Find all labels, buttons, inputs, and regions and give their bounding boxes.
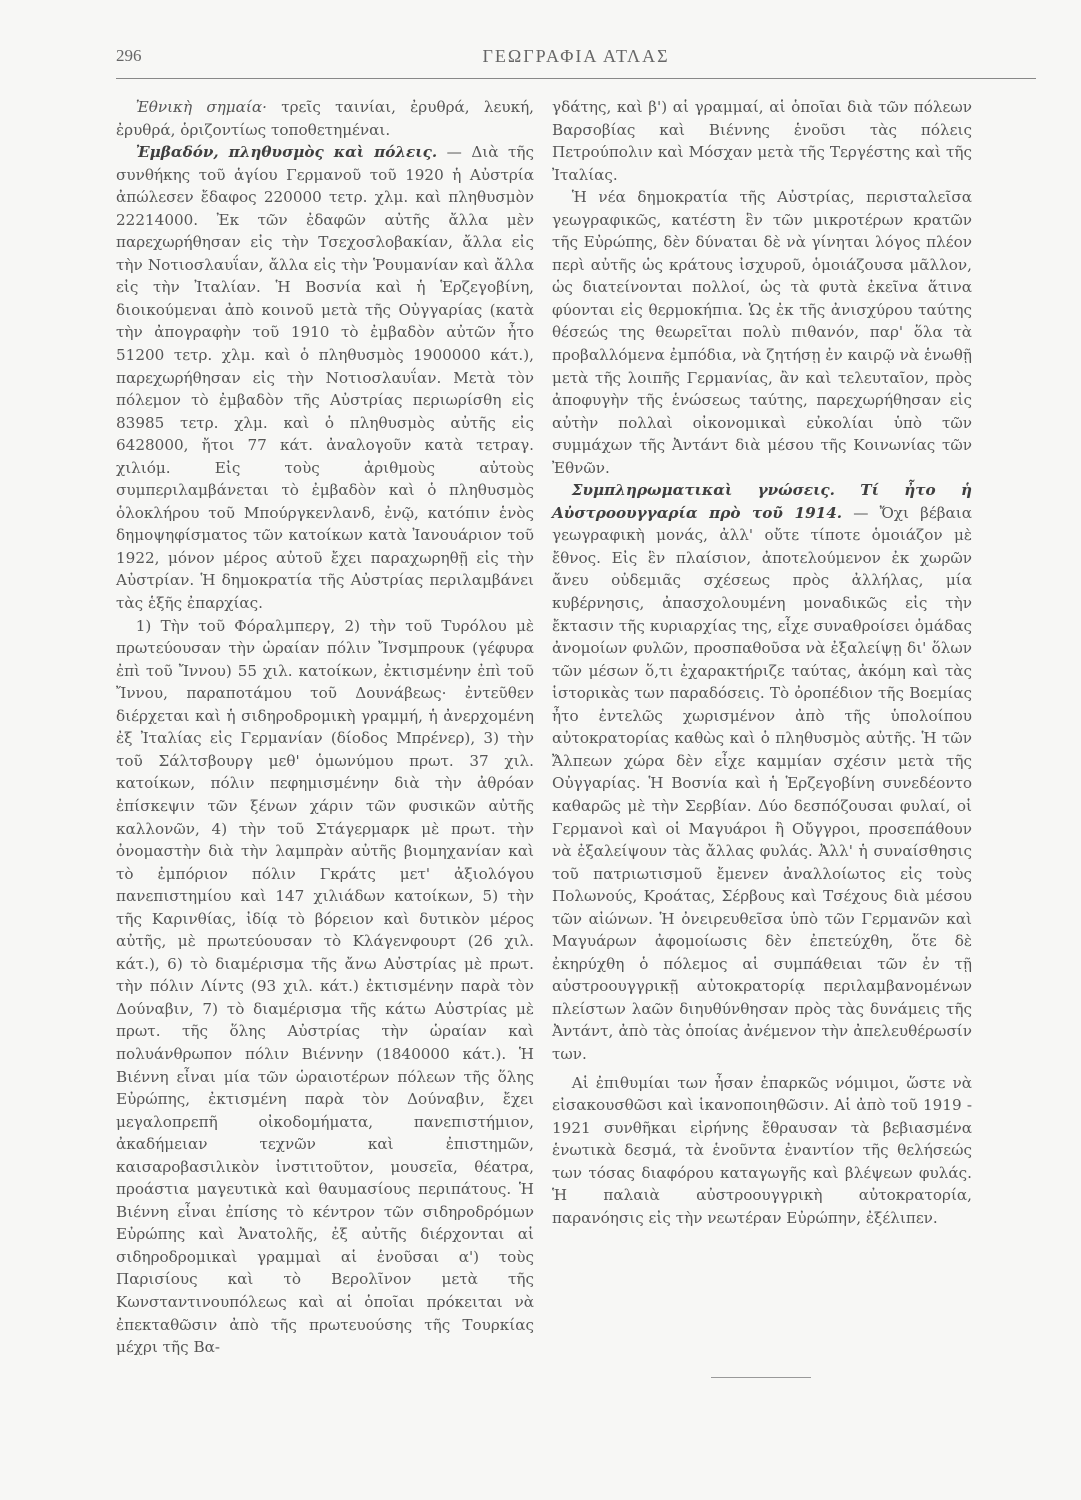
supplementary-lead: Συμπληρωματικαὶ γνώσεις. Τί ἦτο ἡ Αὐστροουγγαρία πρὸ τοῦ 1914. (552, 481, 972, 522)
area-text: — Διὰ τῆς συνθήκης τοῦ ἁγίου Γερμανοῦ τοῦ 1920 ἡ Αὐστρία ἀπώλεσεν ἔδαφος 220000 τετρ. χλμ. καὶ πληθυσμὸν 22214000. Ἐκ τῶν ἐδαφῶν αὐτῆς ἄλλα μὲν παρεχωρήθησαν εἰς τὴν Τσεχοσλοβακίαν, ἄλλα εἰς τὴν Νοτιοσλαυΐαν, ἄλλα εἰς τὴν Ῥουμανίαν καὶ ἄλλα εἰς τὴν Ἰταλίαν. Ἡ Βοσνία καὶ ἡ Ἑρζεγοβίνη, διοικούμεναι ἀπὸ κοινοῦ μετὰ τῆς Οὐγγαρίας (κατὰ τὴν ἀπογραφὴν τοῦ 1910 τὸ ἐμβαδὸν αὐτῶν ἦτο 51200 τετρ. χλμ. καὶ ὁ πληθυσμὸς 1900000 κάτ.), παρεχωρήθησαν εἰς τὴν Νοτιοσλαυΐαν. Μετὰ τὸν πόλεμον τὸ ἐμβαδὸν τῆς Αὐστρίας περιωρίσθη εἰς 83985 τετρ. χλμ. καὶ ὁ πληθυσμὸς αὐτῆς εἰς 6428000, ἤτοι 77 κάτ. ἀναλογοῦν κατὰ τετραγ. χιλιόμ. Εἰς τοὺς ἀριθμοὺς αὐτοὺς συμπεριλαμβάνεται τὸ ἐμβαδὸν καὶ ὁ πληθυσμὸς ὁλοκλήρου τοῦ Μπούργκενλανδ, ἐνῷ, κατόπιν ἑνὸς δημοψηφίσματος τῶν κατοίκων κατὰ Ἰανουάριον τοῦ 1922, μόνον μέρος αὐτοῦ ἔχει παραχωρηθῇ εἰς τὴν Αὐστρίαν. Ἡ δημοκρατία τῆς Αὐστρίας περιλαμβάνει τὰς ἑξῆς ἐπαρχίας. (116, 143, 535, 613)
right-column (552, 96, 972, 1229)
page-header (116, 46, 1036, 79)
supplementary-text: — Ὄχι βέβαια γεωγραφικὴ μονάς, ἀλλ' οὔτε τίποτε ὁμοιάζον μὲ ἔθνος. Εἰς ἓν πλαίσιον, ἀποτελούμενον ἐκ χωρῶν ἄνευ οὐδεμιᾶς σχέσεως πρὸς ἀλλήλας, μία κυβέρνησις, ἀπασχολουμένη μοναδικῶς εἰς τὴν ἔκτασιν τῆς κυριαρχίας της, εἶχε συναθροίσει ὁμάδας ἀνομοίων φυλῶν, προσπαθοῦσα νὰ ἐξαλείψῃ δι' ὅλων τῶν μέσων ὅ,τι ἐχαρακτήριζε ταύτας, ἀκόμη καὶ τὰς ἱστορικὰς των παραδόσεις. Τὸ ὀροπέδιον τῆς Βοεμίας ἦτο ἐντελῶς χωρισμένον ἀπὸ τῆς ὑπολοίπου αὐτοκρατορίας καθὼς καὶ ὁ πληθυσμὸς αὐτῆς. Ἡ τῶν Ἄλπεων χώρα δὲν εἶχε καμμίαν σχέσιν μετὰ τῆς Οὐγγαρίας. Ἡ Βοσνία καὶ ἡ Ἑρζεγοβίνη συνεδέοντο καθαρῶς μὲ τὴν Σερβίαν. Δύο δεσπόζουσαι φυλαί, οἱ Γερμανοὶ καὶ οἱ Μαγυάροι ἢ Οὔγγροι, προσεπάθουν νὰ ἐξαλείψουν τὰς ἄλλας φυλάς. Ἀλλ' ἡ συναίσθησις τοῦ πατριωτισμοῦ ἔμενεν ἀναλλοίωτος εἰς τοὺς Πολωνούς, Κροάτας, Σέρβους καὶ Τσέχους διὰ μέσου τῶν αἰώνων. Ἡ ὀνειρευθεῖσα ὑπὸ τῶν Γερμανῶν καὶ Μαγυάρων ἀφομοίωσις δὲν ἐπετεύχθη, ὅτε δὲ ἐκηρύχθη ὁ πόλεμος αἱ συμπάθειαι τῶν ἐν τῇ αὐστροουγγρικῇ αὐτοκρατορίᾳ περιλαμβανομένων πλείστων λαῶν διηυθύνθησαν πρὸς τὰς δυνάμεις τῆς Ἀντάντ, ἀπὸ τὰς ὁποίας ἀνέμενον τὴν ἀπελευθέρωσίν των. (552, 503, 972, 1063)
end-rule (711, 1377, 811, 1378)
area-paragraph (116, 141, 534, 614)
area-lead: Ἐμβαδόν, πληθυσμὸς καὶ πόλεις. (135, 143, 438, 162)
flag-paragraph (116, 96, 534, 141)
final-paragraph: Αἱ ἐπιθυμίαι των ἦσαν ἐπαρκῶς νόμιμοι, ὥστε νὰ εἰσακουσθῶσι καὶ ἱκανοποιηθῶσιν. Αἱ ἀπὸ τοῦ 1919 - 1921 συνθῆκαι εἰρήνης ἔθραυσαν τὰ βεβιασμένα ἑνωτικὰ δεσμά, τὰ ἑνοῦντα ἐναντίον τῆς θελήσεώς των τόσας διαφόρου καταγωγῆς καὶ βλέψεων φυλάς. Ἡ παλαιὰ αὐστροουγγρικὴ αὐτοκρατορία, παρανόησις εἰς τὴν νεωτέραν Εὐρώπην, ἐξέλιπεν. (552, 1073, 972, 1227)
left-column (116, 96, 534, 1359)
flag-lead: Ἐθνικὴ σημαία· (135, 98, 267, 116)
running-title: ΓΕΩΓΡΑΦΙΑ ΑΤΛΑΣ (482, 46, 670, 66)
flag-text: τρεῖς ταινίαι, ἐρυθρά, λευκή, ἐρυθρά, ὁριζοντίως τοποθετημέναι. (116, 98, 535, 139)
provinces-paragraph: 1) Τὴν τοῦ Φόραλμπεργ, 2) τὴν τοῦ Τυρόλου μὲ πρωτεύουσαν τὴν ὡραίαν πόλιν Ἴνσμπρουκ (γέφυρα ἐπὶ τοῦ Ἴννου) 55 χιλ. κατοίκων, ἐκτισμένην ἐπὶ τοῦ Ἴννου, παραποτάμου τοῦ Δουνάβεως· ἐντεῦθεν διέρχεται καὶ ἡ σιδηροδρομικὴ γραμμή, ἡ ἀνερχομένη ἐξ Ἰταλίας εἰς Γερμανίαν (δίοδος Μπρένερ), 3) τὴν τοῦ Σάλτσβουργ μεθ' ὁμωνύμου πρωτ. 37 χιλ. κατοίκων, πόλιν πεφημισμένην διὰ τὴν ἀθρόαν ἐπίσκεψιν τῶν ξένων χάριν τῶν φυσικῶν αὐτῆς καλλονῶν, 4) τὴν τοῦ Στάγερμαρκ μὲ πρωτ. τὴν ὀνομαστὴν διὰ τὴν λαμπρὰν αὐτῆς βιομηχανίαν καὶ τὸ ἐμπόριον πόλιν Γκράτς μετ' ἀξιολόγου πανεπιστημίου καὶ 147 χιλιάδων κατοίκων, 5) τὴν τῆς Καρινθίας, ἰδίᾳ τὸ βόρειον καὶ δυτικὸν μέρος αὐτῆς, μὲ πρωτεύουσαν τὸ Κλάγενφουρτ (26 χιλ. κάτ.), 6) τὸ διαμέρισμα τῆς ἄνω Αὐστρίας μὲ πρωτ. τὴν πόλιν Λίντς (93 χιλ. κάτ.) ἐκτισμένην παρὰ τὸν Δούναβιν, 7) τὸ διαμέρισμα τῆς κάτω Αὐστρίας μὲ πρωτ. τῆς ὅλης Αὐστρίας τὴν ὡραίαν καὶ πολυάνθρωπον πόλιν Βιέννην (1840000 κάτ.). Ἡ Βιέννη εἶναι μία τῶν ὡραιοτέρων πόλεων τῆς ὅλης Εὐρώπης, ἐκτισμένη παρὰ τὸν Δούναβιν, ἔχει μεγαλοπρεπῆ οἰκοδομήματα, πανεπιστήμιον, ἀκαδήμειαν τεχνῶν καὶ ἐπιστημῶν, καισαροβασιλικὸν ἰνστιτοῦτον, μουσεῖα, θέατρα, προάστια μαγευτικὰ καὶ θαυμασίους περιπάτους. Ἡ Βιέννη εἶναι ἐπίσης τὸ κέντρον τῶν σιδηροδρόμων Εὐρώπης καὶ Ἀνατολῆς, ἐξ αὐτῆς διέρχονται αἱ σιδηροδρομικαὶ γραμμαὶ αἱ ἑνοῦσαι α') τοὺς Παρισίους καὶ τὸ Βερολῖνον μετὰ τῆς Κωνσταντινουπόλεως καὶ αἱ ὁποῖαι πρόκειται νὰ ἐπεκταθῶσιν ἀπὸ τῆς πρωτευούσης τῆς Τουρκίας μέχρι τῆς Βα- (116, 616, 534, 1357)
continuation-paragraph: γδάτης, καὶ β') αἱ γραμμαί, αἱ ὁποῖαι διὰ τῶν πόλεων Βαρσοβίας καὶ Βιέννης ἑνοῦσι τὰς πόλεις Πετρούπολιν καὶ Μόσχαν μετὰ τῆς Τεργέστης καὶ τῆς Ἰταλίας. (552, 98, 972, 184)
republic-paragraph: Ἡ νέα δημοκρατία τῆς Αὐστρίας, περισταλεῖσα γεωγραφικῶς, κατέστη ἓν τῶν μικροτέρων κρατῶν τῆς Εὐρώπης, δὲν δύναται δὲ νὰ γίνηται λόγος πλέον περὶ αὐτῆς ὡς κράτους ἰσχυροῦ, ὁμοιάζουσα μᾶλλον, ὡς διατείνονται πολλοί, ὡς τὰ φυτὰ ἐκεῖνα ἅτινα φύονται εἰς θερμοκήπια. Ὡς ἐκ τῆς ἀνισχύρου ταύτης θέσεώς της θεωρεῖται πολὺ πιθανόν, παρ' ὅλα τὰ προβαλλόμενα ἐμπόδια, νὰ ζητήσῃ ἐν καιρῷ νὰ ἑνωθῇ μετὰ τῆς λοιπῆς Γερμανίας, ἂν καὶ τελευταῖον, πρὸς ἀποφυγὴν τῆς ἑνώσεως ταύτης, παρεχωρήθησαν εἰς αὐτὴν πολλαὶ οἰκονομικαὶ εὐκολίαι ὑπὸ τῶν συμμάχων τῆς Ἀντάντ διὰ μέσου τῆς Κοινωνίας τῶν Ἐθνῶν. (552, 188, 972, 477)
supplementary-paragraph (552, 479, 972, 1065)
page-number: 296 (116, 46, 142, 65)
